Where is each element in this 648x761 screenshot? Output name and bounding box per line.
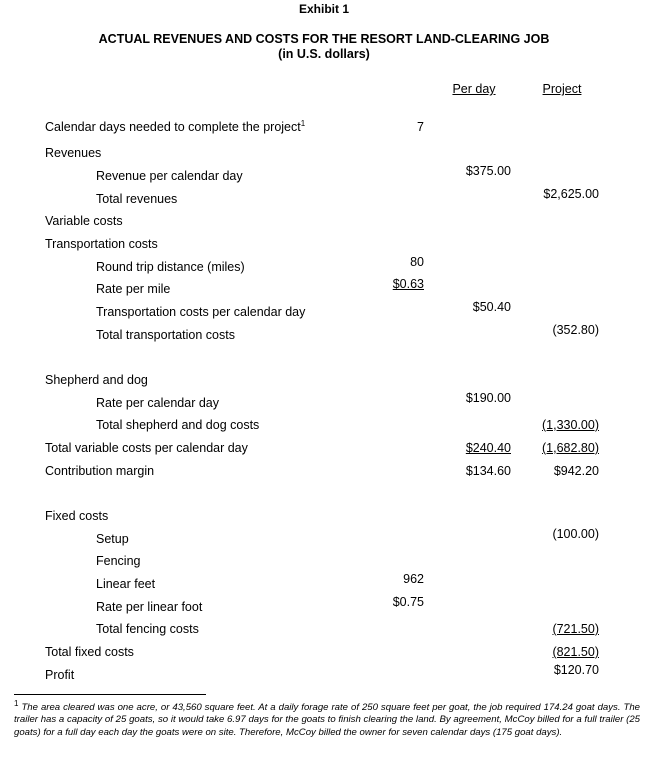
- table-row: [0, 554, 648, 572]
- table-row: [0, 237, 648, 255]
- table-row: [0, 323, 648, 346]
- row-project-value: $942.20: [553, 464, 599, 478]
- row-label: Rate per mile: [96, 282, 171, 296]
- row-label: Calendar days needed to complete the project$^1$: [45, 118, 306, 134]
- row-label: Fencing: [96, 554, 141, 568]
- row-per-day-value: $190.00: [465, 391, 511, 405]
- table-row: [0, 214, 648, 232]
- row-quantity: $0.75: [392, 595, 424, 609]
- row-label: Setup: [96, 532, 129, 546]
- table-subtitle: (in U.S. dollars): [278, 47, 370, 61]
- row-per-day-value: $134.60: [465, 464, 511, 478]
- row-project-value: (352.80): [552, 323, 599, 337]
- column-header-per-day: Per day: [452, 82, 496, 96]
- table-row: [0, 300, 648, 323]
- row-label: Linear feet: [96, 577, 156, 591]
- row-project-value: (721.50): [552, 622, 599, 636]
- row-project-value: (1,330.00): [542, 418, 599, 432]
- table-row: [0, 527, 648, 550]
- column-header-project: Project: [542, 82, 582, 96]
- row-label: Shepherd and dog: [45, 373, 148, 387]
- table-row: [0, 120, 648, 138]
- table-row: [0, 164, 648, 187]
- table-row: [0, 509, 648, 527]
- row-per-day-value: $240.40: [465, 441, 511, 455]
- row-quantity: 80: [410, 255, 424, 269]
- row-label: Total shepherd and dog costs: [96, 418, 260, 432]
- table-row: [0, 441, 648, 459]
- footnote-divider: [14, 694, 206, 695]
- row-quantity: 7: [417, 120, 424, 134]
- row-project-value: (100.00): [552, 527, 599, 541]
- row-label: Revenue per calendar day: [96, 169, 243, 183]
- table-title: ACTUAL REVENUES AND COSTS FOR THE RESORT LAND-CLEARING JOB: [98, 32, 550, 46]
- row-label: Total fencing costs: [96, 622, 199, 636]
- row-label: Transportation costs per calendar day: [96, 305, 306, 319]
- row-label: Total revenues: [96, 192, 178, 206]
- table-row: [0, 595, 648, 618]
- table-row: [0, 663, 648, 686]
- table-row: [0, 277, 648, 300]
- row-label: Profit: [45, 668, 75, 682]
- table-row: [0, 146, 648, 164]
- table-row: [0, 622, 648, 640]
- row-label: Revenues: [45, 146, 102, 160]
- row-label: Total variable costs per calendar day: [45, 441, 248, 455]
- row-project-value: $2,625.00: [543, 187, 599, 201]
- row-per-day-value: $50.40: [472, 300, 511, 314]
- row-quantity: 962: [403, 572, 424, 586]
- table-row: [0, 255, 648, 278]
- row-project-value: (821.50): [552, 645, 599, 659]
- table-row: [0, 187, 648, 210]
- row-quantity: $0.63: [392, 277, 424, 291]
- row-label: Round trip distance (miles): [96, 260, 245, 274]
- table-row: [0, 391, 648, 414]
- footnote-text: The area cleared was one acre, or 43,560 square feet. At a daily forage rate of 250 square feet per goat, the job required 174.24 goat days. The trailer has a capacity of 25 goats, so it would take 6.97 days for the goats to finish clearing the land. By agreement, McCoy billed for a full trailer (25 goats) for a full day each day the goats were on site. Therefore, McCoy billed the owner for seven calendar days (175 goat days).: [14, 702, 641, 738]
- row-per-day-value: $375.00: [465, 164, 511, 178]
- row-label: Total fixed costs: [45, 645, 134, 659]
- row-label: Rate per linear foot: [96, 600, 203, 614]
- footnote: [14, 698, 641, 739]
- table-row: [0, 572, 648, 595]
- footnote-marker: 1: [300, 118, 306, 128]
- row-label: Transportation costs: [45, 237, 158, 251]
- table-row: [0, 645, 648, 663]
- table-row: [0, 464, 648, 482]
- row-label: Total transportation costs: [96, 328, 235, 342]
- row-project-value: $120.70: [553, 663, 599, 677]
- row-label: Fixed costs: [45, 509, 109, 523]
- row-label: Variable costs: [45, 214, 123, 228]
- row-label: Rate per calendar day: [96, 396, 219, 410]
- row-label: Contribution margin: [45, 464, 155, 478]
- row-project-value: (1,682.80): [542, 441, 599, 455]
- table-row: [0, 373, 648, 391]
- table-row: [0, 418, 648, 436]
- footnote-number: 1: [14, 698, 19, 708]
- exhibit-label: Exhibit 1: [298, 2, 349, 16]
